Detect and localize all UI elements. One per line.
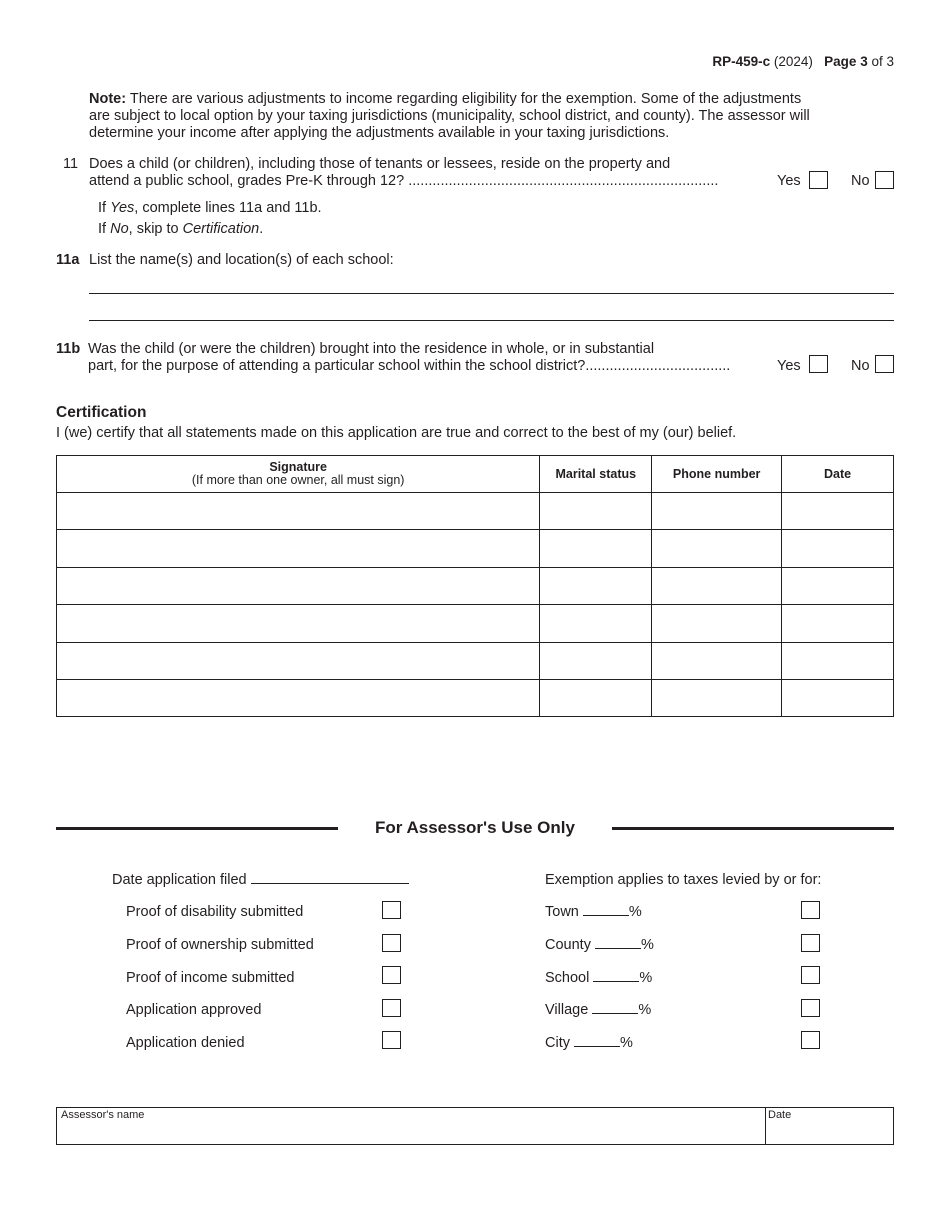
q11-text-2: attend a public school, grades Pre-K through 12?: [89, 173, 405, 189]
q11b-no-checkbox[interactable]: [875, 355, 894, 373]
percent-sign: %: [620, 1035, 633, 1051]
note-line-2: are subject to local option by your taxing jurisdictions (municipality, school district, and county). The assessor will: [89, 108, 810, 124]
date-cell[interactable]: [782, 605, 894, 642]
q11a-answer-line-1[interactable]: [89, 293, 894, 294]
table-row: [57, 679, 894, 716]
school-label: School: [545, 970, 590, 986]
left-item-5: Application denied: [126, 1035, 245, 1051]
school-checkbox[interactable]: [801, 966, 820, 984]
q11b-line-2: [88, 358, 730, 374]
phone-cell[interactable]: [652, 605, 782, 642]
date-cell[interactable]: [782, 642, 894, 679]
ownership-checkbox[interactable]: [382, 934, 401, 952]
table-row: [57, 642, 894, 679]
q11-if-yes: [98, 200, 322, 216]
signature-cell[interactable]: [57, 605, 540, 642]
q11b-yes-checkbox[interactable]: [809, 355, 828, 373]
income-checkbox[interactable]: [382, 966, 401, 984]
if-yes-pre: If: [98, 200, 111, 216]
if-no-em: No: [110, 221, 129, 237]
table-row: [57, 493, 894, 530]
col-marital-status: Marital status: [540, 456, 652, 493]
signature-table: [56, 455, 894, 717]
q11-if-no: [98, 221, 263, 237]
date-filed-line[interactable]: [251, 872, 409, 884]
col-signature-label: Signature: [269, 460, 327, 474]
phone-cell[interactable]: [652, 493, 782, 530]
note-label: Note:: [89, 91, 127, 107]
right-item-school: [545, 970, 652, 986]
q11-no-label: No: [851, 173, 870, 189]
city-percent-line[interactable]: [574, 1035, 620, 1047]
school-percent-line[interactable]: [593, 970, 639, 982]
form-year: (2024): [773, 54, 813, 69]
q11-line-2: [89, 173, 718, 189]
right-item-county: [545, 937, 654, 953]
exemption-heading: Exemption applies to taxes levied by or for:: [545, 872, 822, 888]
percent-sign: %: [639, 970, 653, 986]
q11-leader-dots: .............................................................................: [408, 173, 719, 189]
city-label: City: [545, 1035, 570, 1051]
date-cell[interactable]: [782, 530, 894, 567]
date-filed-label: Date application filed: [112, 872, 247, 888]
city-checkbox[interactable]: [801, 1031, 820, 1049]
signature-cell[interactable]: [57, 642, 540, 679]
note-line-1: [89, 91, 801, 107]
if-no-post: .: [259, 221, 264, 237]
right-item-town: [545, 904, 642, 920]
q11b-line-1: Was the child (or were the children) brought into the residence in whole, or in substantial: [88, 341, 655, 357]
q11-number: 11: [63, 156, 79, 172]
date-cell[interactable]: [782, 679, 894, 716]
date-cell[interactable]: [782, 493, 894, 530]
table-row: [57, 567, 894, 604]
signature-table-header: [57, 456, 894, 493]
date-filed-row: [112, 872, 409, 888]
county-label: County: [545, 937, 591, 953]
if-no-mid: , skip to: [128, 221, 183, 237]
form-id: RP-459-c: [712, 54, 771, 69]
left-item-2: Proof of ownership submitted: [126, 937, 314, 953]
right-item-village: [545, 1002, 651, 1018]
percent-sign: %: [640, 937, 654, 953]
q11-yes-checkbox[interactable]: [809, 171, 828, 189]
col-date: Date: [782, 456, 894, 493]
assessor-box-divider: [765, 1108, 766, 1144]
signature-cell[interactable]: [57, 679, 540, 716]
note-text-1: There are various adjustments to income regarding eligibility for the exemption. Some of the adjustments: [129, 91, 802, 107]
town-label: Town: [545, 904, 579, 920]
q11-yes-label: Yes: [777, 173, 801, 189]
date-cell[interactable]: [782, 567, 894, 604]
signature-cell[interactable]: [57, 530, 540, 567]
q11b-no-label: No: [851, 358, 870, 374]
marital-cell[interactable]: [540, 493, 652, 530]
certification-heading: Certification: [56, 404, 147, 421]
assessor-date-label: Date: [768, 1109, 792, 1121]
col-signature: [57, 456, 540, 493]
page-of: of 3: [871, 54, 894, 69]
town-checkbox[interactable]: [801, 901, 820, 919]
col-phone-number: Phone number: [652, 456, 782, 493]
village-checkbox[interactable]: [801, 999, 820, 1017]
q11a-number: 11a: [56, 252, 80, 268]
q11-line-1: Does a child (or children), including those of tenants or lessees, reside on the property and: [89, 156, 671, 172]
note-line-3: determine your income after applying the adjustments available in your taxing jurisdictions.: [89, 125, 670, 141]
town-percent-line[interactable]: [583, 904, 629, 916]
village-label: Village: [545, 1002, 589, 1018]
marital-cell[interactable]: [540, 605, 652, 642]
if-no-pre: If: [98, 221, 111, 237]
if-no-em2: Certification: [182, 221, 260, 237]
q11-no-checkbox[interactable]: [875, 171, 894, 189]
village-percent-line[interactable]: [592, 1002, 638, 1014]
phone-cell[interactable]: [652, 679, 782, 716]
q11a-answer-line-2[interactable]: [89, 320, 894, 321]
assessor-name-label: Assessor's name: [61, 1109, 145, 1121]
marital-cell[interactable]: [540, 567, 652, 604]
table-row: [57, 605, 894, 642]
denied-checkbox[interactable]: [382, 1031, 401, 1049]
percent-sign: %: [638, 1002, 652, 1018]
q11b-number: 11b: [56, 341, 81, 357]
if-yes-em: Yes: [110, 200, 135, 216]
signature-cell[interactable]: [57, 493, 540, 530]
q11b-text-2: part, for the purpose of attending a particular school within the school district?: [88, 358, 586, 374]
phone-cell[interactable]: [652, 530, 782, 567]
left-item-3: Proof of income submitted: [126, 970, 295, 986]
approved-checkbox[interactable]: [382, 999, 401, 1017]
table-row: [57, 530, 894, 567]
form-header: [712, 54, 894, 69]
phone-cell[interactable]: [652, 567, 782, 604]
certification-statement: I (we) certify that all statements made on this application are true and correct to the best of my (our) belief.: [56, 425, 737, 441]
signature-cell[interactable]: [57, 567, 540, 604]
col-signature-sub: (If more than one owner, all must sign): [191, 473, 405, 487]
q11b-yes-label: Yes: [777, 358, 801, 374]
left-item-1: Proof of disability submitted: [126, 904, 304, 920]
left-item-4: Application approved: [126, 1002, 262, 1018]
marital-cell[interactable]: [540, 679, 652, 716]
county-checkbox[interactable]: [801, 934, 820, 952]
assessor-signature-box: [56, 1107, 894, 1145]
phone-cell[interactable]: [652, 642, 782, 679]
q11a-text: List the name(s) and location(s) of each school:: [89, 252, 394, 268]
percent-sign: %: [628, 904, 642, 920]
if-yes-post: , complete lines 11a and 11b.: [134, 200, 322, 216]
q11b-leader-dots: ....................................: [585, 358, 731, 374]
assessor-title: For Assessor's Use Only: [375, 818, 575, 837]
disability-checkbox[interactable]: [382, 901, 401, 919]
marital-cell[interactable]: [540, 642, 652, 679]
right-item-city: [545, 1035, 633, 1051]
page-label: Page 3: [824, 54, 868, 69]
marital-cell[interactable]: [540, 530, 652, 567]
county-percent-line[interactable]: [595, 937, 641, 949]
